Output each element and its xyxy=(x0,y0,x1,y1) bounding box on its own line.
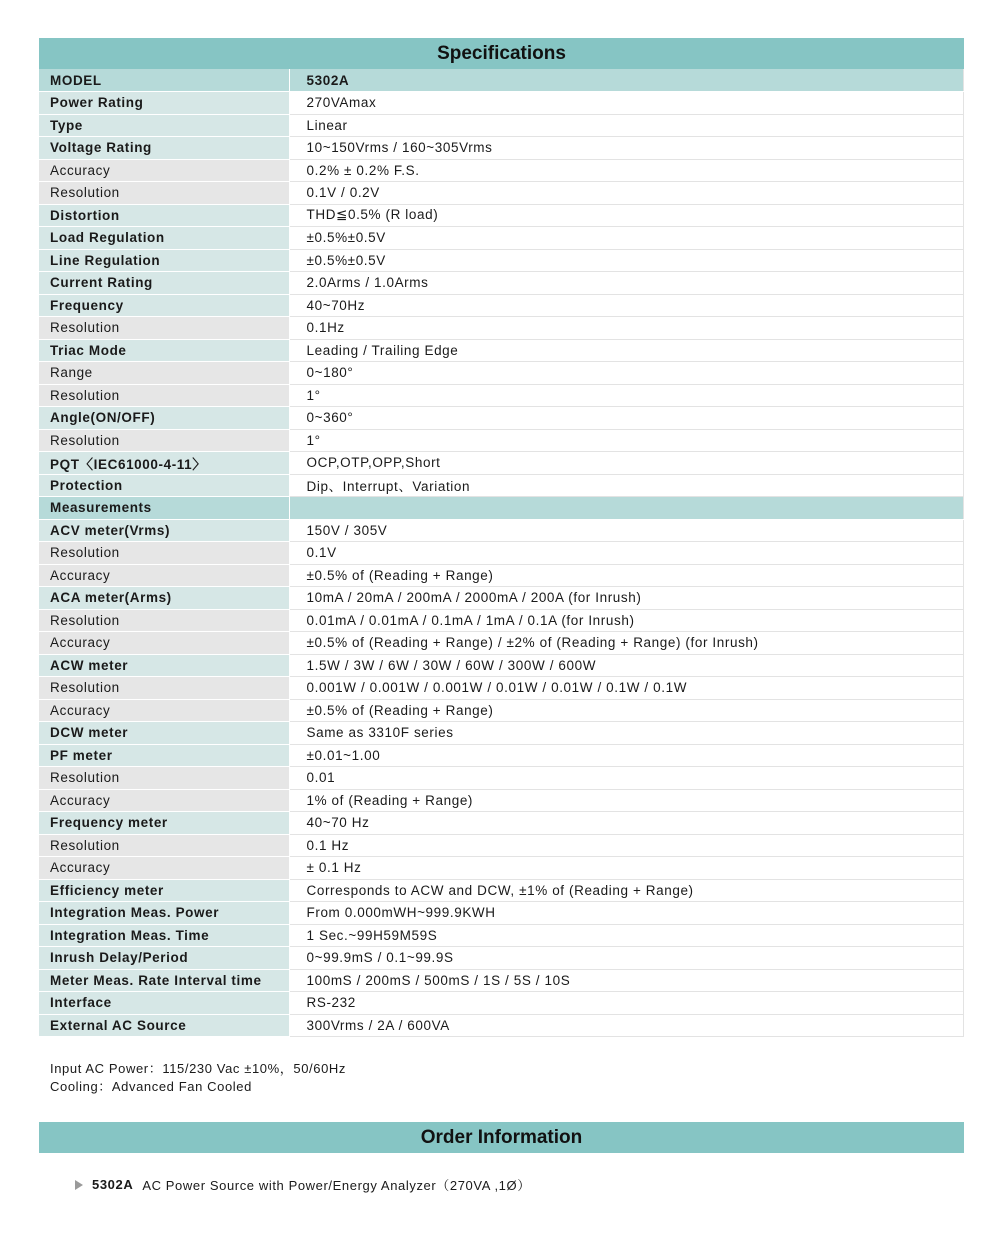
spec-value: 1% of (Reading + Range) xyxy=(289,789,964,812)
spec-label: Voltage Rating xyxy=(39,137,289,160)
spec-value: 0.1V xyxy=(289,542,964,565)
spec-value: ±0.5% of (Reading + Range) xyxy=(289,699,964,722)
spec-row xyxy=(39,69,964,92)
order-model: 5302A xyxy=(92,1177,134,1192)
spec-value: 150V / 305V xyxy=(289,519,964,542)
spec-row xyxy=(39,92,964,115)
spec-label: Meter Meas. Rate Interval time xyxy=(39,969,289,992)
spec-value: ±0.5%±0.5V xyxy=(289,227,964,250)
spec-label: Resolution xyxy=(39,542,289,565)
spec-row xyxy=(39,519,964,542)
spec-label: Type xyxy=(39,114,289,137)
spec-value: 40~70 Hz xyxy=(289,812,964,835)
spec-value: Corresponds to ACW and DCW, ±1% of (Reading + Range) xyxy=(289,879,964,902)
spec-label: Accuracy xyxy=(39,699,289,722)
spec-row xyxy=(39,879,964,902)
spec-value: 0.1V / 0.2V xyxy=(289,182,964,205)
spec-value: 5302A xyxy=(289,69,964,92)
spec-value: 270VAmax xyxy=(289,92,964,115)
spec-label: Resolution xyxy=(39,384,289,407)
spec-row xyxy=(39,272,964,295)
spec-row xyxy=(39,474,964,497)
spec-row xyxy=(39,992,964,1015)
spec-label: Resolution xyxy=(39,609,289,632)
spec-label: Accuracy xyxy=(39,159,289,182)
spec-label: DCW meter xyxy=(39,722,289,745)
spec-value: ±0.01~1.00 xyxy=(289,744,964,767)
spec-label: Measurements xyxy=(39,497,289,520)
spec-label: MODEL xyxy=(39,69,289,92)
spec-value: 0~360° xyxy=(289,407,964,430)
spec-row xyxy=(39,834,964,857)
spec-label: Efficiency meter xyxy=(39,879,289,902)
spec-value: RS-232 xyxy=(289,992,964,1015)
spec-label: Line Regulation xyxy=(39,249,289,272)
spec-value: Same as 3310F series xyxy=(289,722,964,745)
spec-row xyxy=(39,632,964,655)
spec-value: 0.2% ± 0.2% F.S. xyxy=(289,159,964,182)
spec-row xyxy=(39,114,964,137)
spec-row xyxy=(39,587,964,610)
spec-value: ±0.5%±0.5V xyxy=(289,249,964,272)
spec-value: ± 0.1 Hz xyxy=(289,857,964,880)
spec-row xyxy=(39,339,964,362)
spec-value: Dip、Interrupt、Variation xyxy=(289,474,964,497)
spec-row xyxy=(39,159,964,182)
spec-row xyxy=(39,609,964,632)
spec-label: PQT〈IEC61000-4-11〉 xyxy=(39,452,289,475)
spec-row xyxy=(39,789,964,812)
spec-label: Accuracy xyxy=(39,857,289,880)
spec-value: From 0.000mWH~999.9KWH xyxy=(289,902,964,925)
spec-label: Resolution xyxy=(39,317,289,340)
spec-label: Resolution xyxy=(39,182,289,205)
spec-label: ACA meter(Arms) xyxy=(39,587,289,610)
spec-row xyxy=(39,384,964,407)
spec-value: 0.1Hz xyxy=(289,317,964,340)
spec-value: Linear xyxy=(289,114,964,137)
spec-value: 40~70Hz xyxy=(289,294,964,317)
spec-row xyxy=(39,227,964,250)
spec-row xyxy=(39,812,964,835)
spec-value: 0.01 xyxy=(289,767,964,790)
spec-value: 100mS / 200mS / 500mS / 1S / 5S / 10S xyxy=(289,969,964,992)
specifications-table-body xyxy=(39,69,964,1037)
spec-label: ACV meter(Vrms) xyxy=(39,519,289,542)
spec-row xyxy=(39,249,964,272)
spec-value: 0~180° xyxy=(289,362,964,385)
spec-value: ±0.5% of (Reading + Range) / ±2% of (Reading + Range) (for Inrush) xyxy=(289,632,964,655)
spec-row xyxy=(39,654,964,677)
spec-label: Protection xyxy=(39,474,289,497)
spec-row xyxy=(39,744,964,767)
specifications-table xyxy=(39,69,964,1037)
spec-row xyxy=(39,699,964,722)
spec-value: 0.01mA / 0.01mA / 0.1mA / 1mA / 0.1A (for Inrush) xyxy=(289,609,964,632)
spec-value: OCP,OTP,OPP,Short xyxy=(289,452,964,475)
spec-value: 0.1 Hz xyxy=(289,834,964,857)
spec-label: Integration Meas. Power xyxy=(39,902,289,925)
spec-value: 10~150Vrms / 160~305Vrms xyxy=(289,137,964,160)
spec-row xyxy=(39,564,964,587)
spec-value: 300Vrms / 2A / 600VA xyxy=(289,1014,964,1037)
spec-row xyxy=(39,857,964,880)
spec-value: ±0.5% of (Reading + Range) xyxy=(289,564,964,587)
spec-label: Frequency xyxy=(39,294,289,317)
spec-value: 1.5W / 3W / 6W / 30W / 60W / 300W / 600W xyxy=(289,654,964,677)
spec-value: 10mA / 20mA / 200mA / 2000mA / 200A (for Inrush) xyxy=(289,587,964,610)
spec-row xyxy=(39,362,964,385)
spec-label: Range xyxy=(39,362,289,385)
notes xyxy=(50,1060,346,1096)
spec-row xyxy=(39,947,964,970)
spec-value: 1° xyxy=(289,429,964,452)
spec-row xyxy=(39,204,964,227)
input-power-note: Input AC Power：115/230 Vac ±10%，50/60Hz xyxy=(50,1061,346,1076)
spec-label: Resolution xyxy=(39,429,289,452)
spec-label: ACW meter xyxy=(39,654,289,677)
order-item xyxy=(75,1175,531,1194)
order-information-title: Order Information xyxy=(39,1122,964,1153)
cooling-note: Cooling：Advanced Fan Cooled xyxy=(50,1079,252,1094)
spec-row xyxy=(39,497,964,520)
spec-label: Interface xyxy=(39,992,289,1015)
spec-row xyxy=(39,429,964,452)
spec-label: Load Regulation xyxy=(39,227,289,250)
spec-label: Current Rating xyxy=(39,272,289,295)
spec-value: 2.0Arms / 1.0Arms xyxy=(289,272,964,295)
spec-value: 0~99.9mS / 0.1~99.9S xyxy=(289,947,964,970)
spec-row xyxy=(39,294,964,317)
spec-row xyxy=(39,767,964,790)
spec-row xyxy=(39,924,964,947)
spec-row xyxy=(39,182,964,205)
spec-label: Distortion xyxy=(39,204,289,227)
spec-row xyxy=(39,137,964,160)
spec-label: External AC Source xyxy=(39,1014,289,1037)
spec-value: 0.001W / 0.001W / 0.001W / 0.01W / 0.01W / 0.1W / 0.1W xyxy=(289,677,964,700)
spec-row xyxy=(39,969,964,992)
spec-row xyxy=(39,452,964,475)
spec-row xyxy=(39,317,964,340)
spec-value: 1 Sec.~99H59M59S xyxy=(289,924,964,947)
spec-row xyxy=(39,677,964,700)
spec-label: Resolution xyxy=(39,677,289,700)
spec-label: PF meter xyxy=(39,744,289,767)
spec-label: Inrush Delay/Period xyxy=(39,947,289,970)
spec-label: Power Rating xyxy=(39,92,289,115)
spec-row xyxy=(39,407,964,430)
spec-value: THD≦0.5% (R load) xyxy=(289,204,964,227)
spec-label: Resolution xyxy=(39,767,289,790)
specifications-title: Specifications xyxy=(39,38,964,69)
spec-label: Integration Meas. Time xyxy=(39,924,289,947)
spec-label: Resolution xyxy=(39,834,289,857)
spec-label: Accuracy xyxy=(39,564,289,587)
spec-label: Accuracy xyxy=(39,789,289,812)
spec-label: Triac Mode xyxy=(39,339,289,362)
spec-label: Angle(ON/OFF) xyxy=(39,407,289,430)
spec-row xyxy=(39,542,964,565)
order-description: AC Power Source with Power/Energy Analyzer（270VA ,1Ø） xyxy=(142,1178,531,1193)
spec-value xyxy=(289,497,964,520)
triangle-bullet-icon xyxy=(75,1180,83,1190)
spec-row xyxy=(39,902,964,925)
spec-value: Leading / Trailing Edge xyxy=(289,339,964,362)
spec-label: Accuracy xyxy=(39,632,289,655)
spec-row xyxy=(39,1014,964,1037)
spec-row xyxy=(39,722,964,745)
spec-label: Frequency meter xyxy=(39,812,289,835)
spec-value: 1° xyxy=(289,384,964,407)
